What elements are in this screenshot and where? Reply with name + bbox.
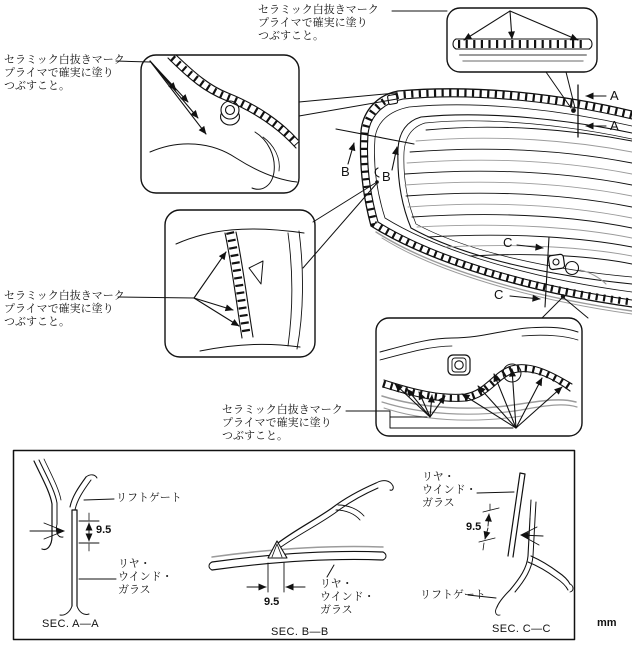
inset-mid-left <box>165 180 379 357</box>
cut-line-c <box>510 237 549 307</box>
liftgate-label-a: リフトゲート <box>116 492 182 504</box>
note-line: セラミック白抜きマーク <box>258 4 379 16</box>
note-line: プライマで確実に塗り <box>222 417 332 429</box>
glass-label-line: リヤ・ <box>320 578 353 590</box>
glass-label-line: ウインド・ <box>320 591 375 603</box>
note-line: セラミック白抜きマーク <box>4 54 125 66</box>
cut-label-c-1: C <box>503 235 513 250</box>
glass-label-line: ガラス <box>118 584 151 596</box>
glass-label-line: リヤ・ <box>118 558 151 570</box>
leader-note-mid-left <box>118 297 194 298</box>
glass-label-a <box>118 558 173 597</box>
note-line: つぶすこと。 <box>4 316 70 328</box>
note-line: つぶすこと。 <box>258 30 324 42</box>
glass-label-c <box>422 471 477 510</box>
cut-label-b-1: B <box>341 164 350 179</box>
defogger-lines <box>405 127 632 264</box>
note-bottom <box>222 404 343 443</box>
section-a-drawing <box>30 459 116 615</box>
unit-label: mm <box>597 617 617 629</box>
section-b-drawing <box>209 481 393 592</box>
glass-label-line: リヤ・ <box>422 471 455 483</box>
cut-label-b-2: B <box>382 169 391 184</box>
note-top <box>258 4 379 43</box>
inset-top-left <box>141 55 397 193</box>
dimension-c: 9.5 <box>466 521 482 533</box>
liftgate-label-c: リフトゲート <box>420 589 486 601</box>
dimension-b: 9.5 <box>264 596 280 608</box>
glass-label-line: ガラス <box>422 497 455 509</box>
glass-label-b <box>320 578 375 617</box>
section-a-caption: SEC. A—A <box>42 618 99 630</box>
ceramic-band-hatch <box>364 93 632 302</box>
note-line: つぶすこと。 <box>222 430 288 442</box>
glass-label-line: ウインド・ <box>422 484 477 496</box>
dimension-a: 9.5 <box>96 524 112 536</box>
note-mid-left <box>4 290 125 329</box>
note-line: セラミック白抜きマーク <box>222 404 343 416</box>
inset-bottom-right <box>362 294 588 436</box>
note-line: プライマで確実に塗り <box>4 303 114 315</box>
note-line: プライマで確実に塗り <box>258 17 368 29</box>
sections-box <box>14 451 575 640</box>
note-line: セラミック白抜きマーク <box>4 290 125 302</box>
glass-label-line: ウインド・ <box>118 571 173 583</box>
note-line: プライマで確実に塗り <box>4 67 114 79</box>
note-upper-left <box>4 54 125 93</box>
section-c-caption: SEC. C—C <box>492 623 551 635</box>
cut-label-a-2: A <box>610 118 619 133</box>
glass-label-line: ガラス <box>320 604 353 616</box>
note-line: つぶすこと。 <box>4 80 70 92</box>
note-leaders <box>116 11 447 411</box>
section-b-caption: SEC. B—B <box>271 626 329 638</box>
cut-label-c-2: C <box>494 287 504 302</box>
cut-label-a-1: A <box>610 88 619 103</box>
rear-window-glass-drawing <box>360 89 632 314</box>
